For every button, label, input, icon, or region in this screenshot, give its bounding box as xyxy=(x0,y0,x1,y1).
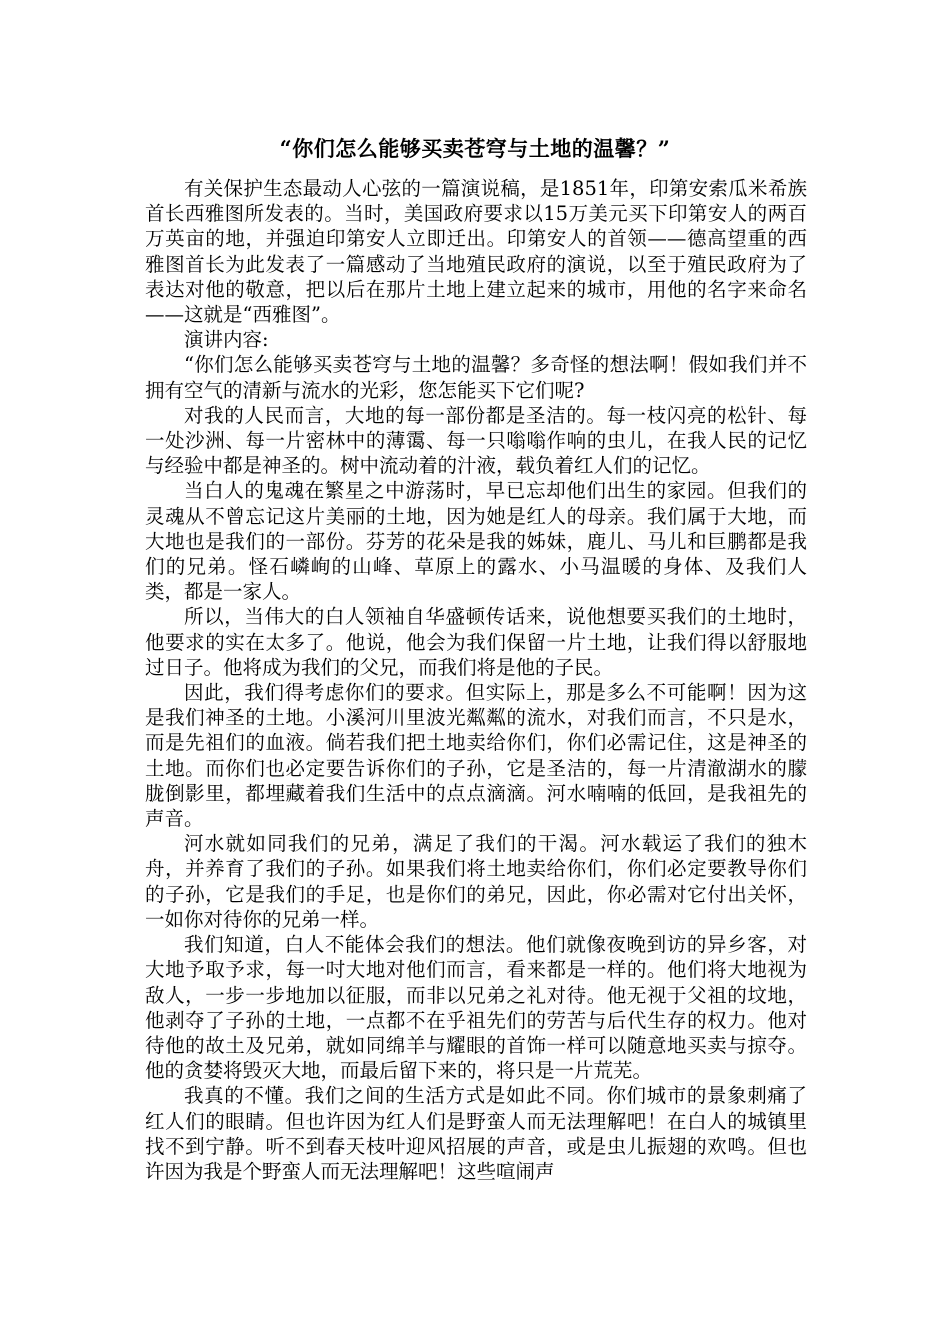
paragraph-mother-earth: 当白人的鬼魂在繁星之中游荡时，早已忘却他们出生的家园。但我们的灵魂从不曾忘记这片美丽的土地，因为她是红人的母亲。我们属于大地，而大地也是我们的一部份。芬芳的花朵是我的姊妹，鹿儿、马儿和巨鹏都是我们的兄弟。怪石嶙峋的山峰、草原上的露水、小马温暖的身体、及我们人类，都是一家人。 xyxy=(145,479,807,604)
paragraph-intro: 有关保护生态最动人心弦的一篇演说稿，是1851年，印第安索瓜米希族首长西雅图所发表的。当时，美国政府要求以15万美元买下印第安人的两百万英亩的地，并强迫印第安人立即迁出。印第安人的首领——德高望重的西雅图首长为此发表了一篇感动了当地殖民政府的演说，以至于殖民政府为了表达对他的敬意，把以后在那片土地上建立起来的城市，用他的名字来命名——这就是“西雅图”。 xyxy=(145,177,807,327)
paragraph-opening-quote: “你们怎么能够买卖苍穹与土地的温馨？多奇怪的想法啊！假如我们并不拥有空气的清新与流水的光彩，您怎能买下它们呢? xyxy=(145,353,807,402)
paragraph-washington-request: 所以，当伟大的白人领袖自华盛顿传话来，说他想要买我们的土地时，他要求的实在太多了。他说，他会为我们保留一片土地，让我们得以舒服地过日子。他将成为我们的父兄，而我们将是他的子民。 xyxy=(145,605,807,679)
document-body xyxy=(145,176,807,1184)
paragraph-rivers-brothers: 河水就如同我们的兄弟，满足了我们的干渴。河水载运了我们的独木舟，并养育了我们的子孙。如果我们将土地卖给你们，你们必定要教导你们的子孙，它是我们的手足，也是你们的弟兄，因此，你必需对它付出关怀，一如你对待你的兄弟一样。 xyxy=(145,832,807,931)
paragraph-white-man: 我们知道，白人不能体会我们的想法。他们就像夜晚到访的异乡客，对大地予取予求，每一吋大地对他们而言，看来都是一样的。他们将大地视为敌人，一步一步地加以征服，而非以兄弟之礼对待。他无视于父祖的坟地，他剥夺了子孙的土地，一点都不在乎祖先们的劳苦与后代生存的权力。他对待他的故土及兄弟，就如同绵羊与耀眼的首饰一样可以随意地买卖与掠夺。他的贪婪将毁灭大地，而最后留下来的，将只是一片荒芜。 xyxy=(145,933,807,1083)
paragraph-sacred-land: 对我的人民而言，大地的每一部份都是圣洁的。每一枝闪亮的松针、每一处沙洲、每一片密林中的薄霭、每一只嗡嗡作响的虫儿，在我人民的记忆与经验中都是神圣的。树中流动着的汁液，载负着红人们的记忆。 xyxy=(145,403,807,478)
document-title: “你们怎么能够买卖苍穹与土地的温馨？” xyxy=(279,136,671,161)
paragraph-speech-label: 演讲内容: xyxy=(184,328,269,352)
paragraph-do-not-understand: 我真的不懂。我们之间的生活方式是如此不同。你们城市的景象刺痛了红人们的眼睛。但也许因为红人们是野蛮人而无法理解吧！在白人的城镇里找不到宁静。听不到春天枝叶迎风招展的声音，或是虫儿振翅的欢鸣。但也许因为我是个野蛮人而无法理解吧！这些喧闹声 xyxy=(145,1084,807,1183)
paragraph-consider-request: 因此，我们得考虑你们的要求。但实际上，那是多么不可能啊！因为这是我们神圣的土地。小溪河川里波光粼粼的流水，对我们而言，不只是水，而是先祖们的血液。倘若我们把土地卖给你们，你们必需记住，这是神圣的土地。而你们也必定要告诉你们的子孙，它是圣洁的，每一片清澈湖水的朦胧倒影里，都埋藏着我们生活中的点点滴滴。河水喃喃的低回，是我祖先的声音。 xyxy=(145,681,807,831)
